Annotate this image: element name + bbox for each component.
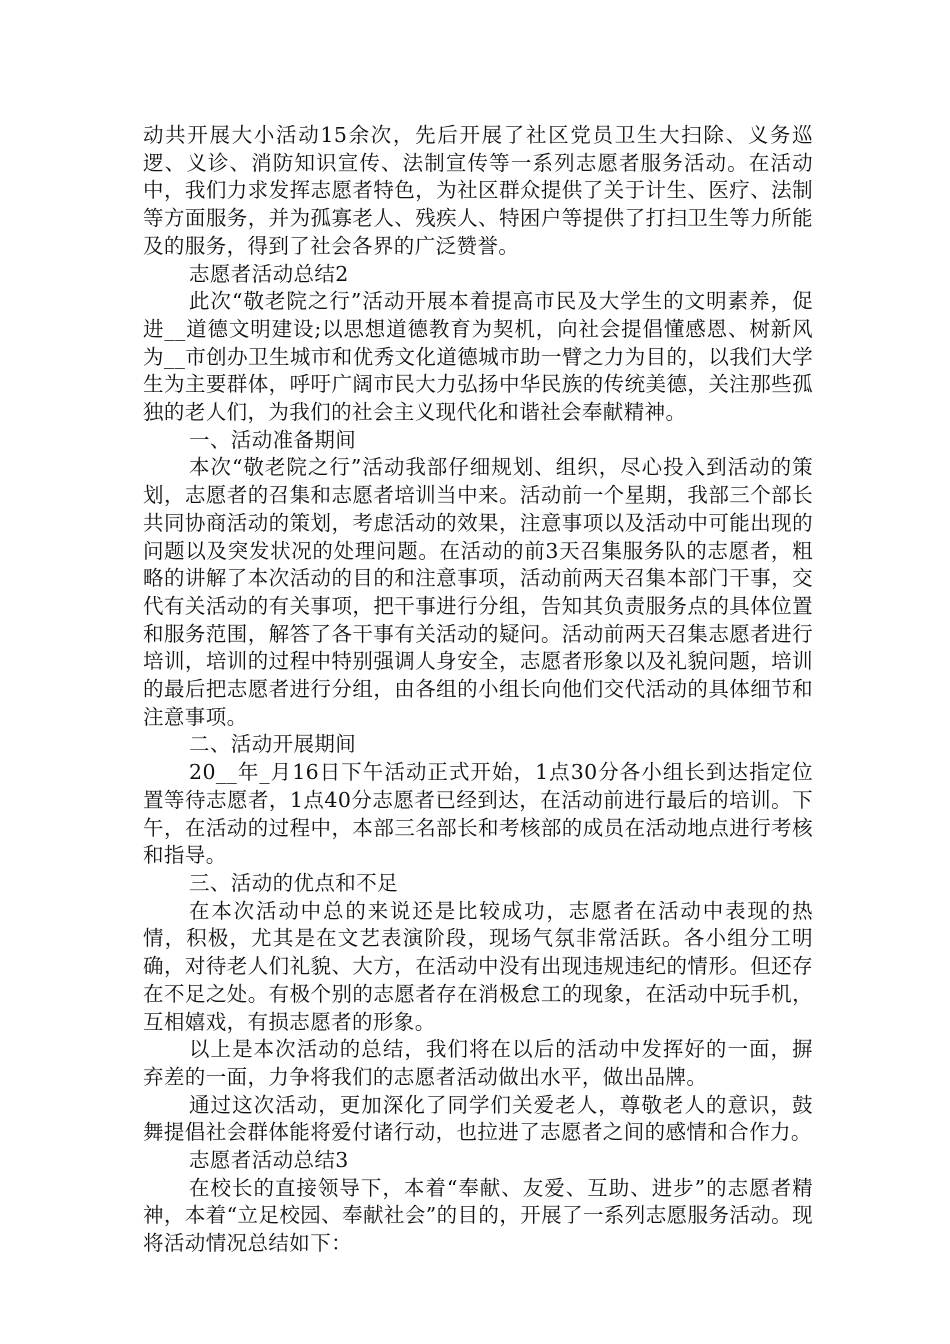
paragraph-conclusion: 以上是本次活动的总结，我们将在以后的活动中发挥好的一面，摒弃差的一面，力争将我们的志愿者活动做出水平，做出品牌。 bbox=[143, 1037, 813, 1089]
paragraph-preparation: 本次“敬老院之行”活动我部仔细规划、组织，尽心投入到活动的策划，志愿者的召集和志愿者培训当中来。活动前一个星期，我部三个部长共同协商活动的策划，考虑活动的效果，注意事项以及活动中可能出现的问题以及突发状况的处理问题。在活动的前3天召集服务队的志愿者，粗略的讲解了本次活动的目的和注意事项，活动前两天召集本部门干事，交代有关活动的有关事项，把干事进行分组，告知其负责服务点的具体位置和服务范围，解答了各干事有关活动的疑问。活动前两天召集志愿者进行培训，培训的过程中特别强调人身安全，志愿者形象以及礼貌问题，培训的最后把志愿者进行分组，由各组的小组长向他们交代活动的具体细节和注意事项。 bbox=[143, 455, 813, 729]
subheading-strengths-weaknesses: 三、活动的优点和不足 bbox=[189, 870, 398, 895]
paragraph-summary-3-intro: 在校长的直接领导下，本着“奉献、友爱、互助、进步”的志愿者精神，本着“立足校园、奉献社会”的目的，开展了一系列志愿服务活动。现将活动情况总结如下： bbox=[143, 1175, 813, 1256]
document-body bbox=[143, 122, 813, 1258]
section-title-summary-2: 志愿者活动总结2 bbox=[189, 261, 349, 286]
paragraph-execution: 20__年_月16日下午活动正式开始，1点30分各小组长到达指定位置等待志愿者，1点40分志愿者已经到达，在活动前进行最后的培训。下午，在活动的过程中，本部三名部长和考核部的成员在活动地点进行考核和指导。 bbox=[143, 760, 813, 868]
paragraph-intro-continued: 动共开展大小活动15余次，先后开展了社区党员卫生大扫除、义务巡逻、义诊、消防知识宣传、法制宣传等一系列志愿者服务活动。在活动中，我们力求发挥志愿者特色，为社区群众提供了关于计生、医疗、法制等方面服务，并为孤寡老人、残疾人、特困户等提供了打扫卫生等力所能及的服务，得到了社会各界的广泛赞誉。 bbox=[143, 123, 813, 258]
subheading-execution: 二、活动开展期间 bbox=[189, 732, 357, 757]
paragraph-purpose: 此次“敬老院之行”活动开展本着提高市民及大学生的文明素养，促进__道德文明建设;以思想道德教育为契机，向社会提倡懂感恩、树新风为__市创办卫生城市和优秀文化道德城市助一臂之力为目的，以我们大学生为主要群体，呼吁广阔市民大力弘扬中华民族的传统美德，关注那些孤独的老人们，为我们的社会主义现代化和谐社会奉献精神。 bbox=[143, 289, 813, 425]
section-title-summary-3: 志愿者活动总结3 bbox=[189, 1148, 349, 1173]
subheading-preparation: 一、活动准备期间 bbox=[189, 427, 357, 452]
paragraph-reflection: 通过这次活动，更加深化了同学们关爱老人，尊敬老人的意识，鼓舞提倡社会群体能将爱付诸行动，也拉进了志愿者之间的感情和合作力。 bbox=[143, 1092, 813, 1145]
paragraph-strengths-weaknesses: 在本次活动中总的来说还是比较成功，志愿者在活动中表现的热情，积极，尤其是在文艺表演阶段，现场气氛非常活跃。各小组分工明确，对待老人们礼貌、大方，在活动中没有出现违规违纪的情形。但还存在不足之处。有极个别的志愿者存在消极怠工的现象，在活动中玩手机，互相嬉戏，有损志愿者的形象。 bbox=[143, 898, 813, 1034]
